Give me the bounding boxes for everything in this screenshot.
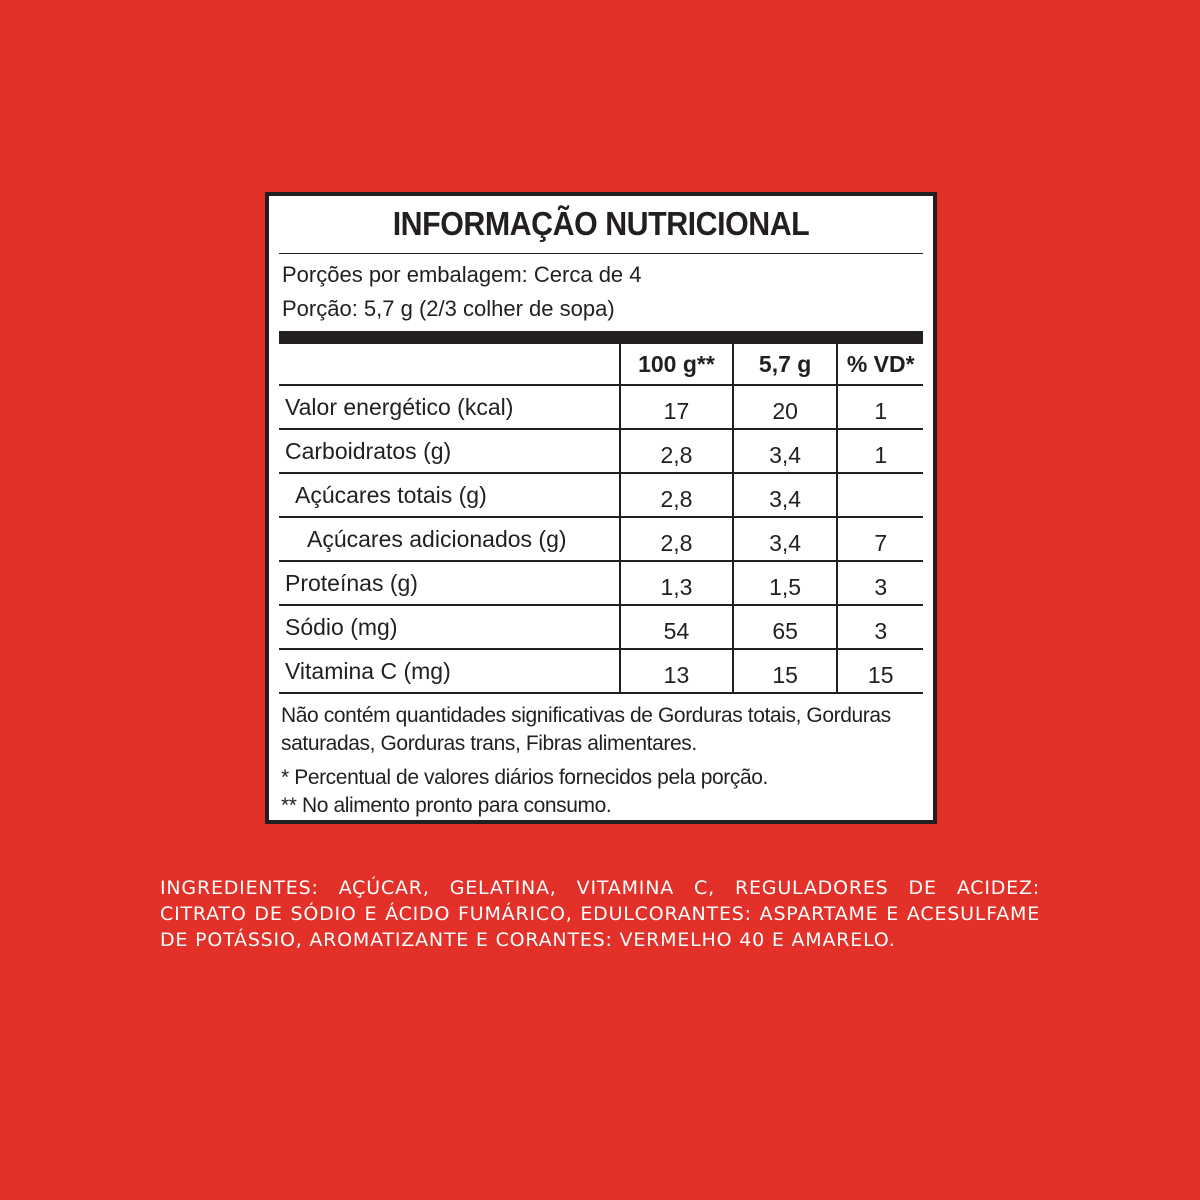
table-header-row	[279, 344, 923, 385]
value-per-serving: 15	[733, 649, 838, 693]
nutrition-table-body	[279, 344, 923, 693]
daily-value-percent: 3	[837, 561, 923, 605]
daily-value-percent: 1	[837, 429, 923, 473]
nutrition-facts-label	[265, 192, 937, 824]
value-per-serving: 3,4	[733, 473, 838, 517]
value-per-100g: 1,3	[620, 561, 733, 605]
not-significant-note: Não contém quantidades significativas de Gorduras totais, Gorduras saturadas, Gorduras trans, Fibras alimentares.	[281, 704, 891, 755]
table-row	[279, 429, 923, 473]
column-header-per-100g: 100 g**	[620, 344, 733, 385]
nutrient-name: Carboidratos (g)	[279, 429, 620, 473]
daily-value-percent: 15	[837, 649, 923, 693]
nutrient-name: Sódio (mg)	[279, 605, 620, 649]
nutrient-name: Açúcares adicionados (g)	[279, 517, 620, 561]
daily-value-percent: 3	[837, 605, 923, 649]
value-per-100g: 17	[620, 385, 733, 429]
table-row	[279, 561, 923, 605]
servings-per-package: Porções por embalagem: Cerca de 4	[282, 262, 642, 288]
nutrient-name: Açúcares totais (g)	[279, 473, 620, 517]
value-per-serving: 3,4	[733, 517, 838, 561]
nutrient-name: Vitamina C (mg)	[279, 649, 620, 693]
value-per-serving: 20	[733, 385, 838, 429]
table-row	[279, 385, 923, 429]
table-row	[279, 649, 923, 693]
column-header-nutrient	[279, 344, 620, 385]
value-per-100g: 2,8	[620, 517, 733, 561]
nutrition-facts-panel	[269, 196, 933, 820]
label-title: INFORMAÇÃO NUTRICIONAL	[392, 205, 810, 243]
serving-size: Porção: 5,7 g (2/3 colher de sopa)	[282, 296, 615, 322]
thick-divider	[279, 331, 923, 344]
value-per-100g: 54	[620, 605, 733, 649]
value-per-serving: 1,5	[733, 561, 838, 605]
nutrition-table	[279, 344, 923, 694]
value-per-serving: 65	[733, 605, 838, 649]
value-per-serving: 3,4	[733, 429, 838, 473]
daily-value-percent: 1	[837, 385, 923, 429]
value-per-100g: 2,8	[620, 429, 733, 473]
label-notes	[279, 694, 923, 820]
table-row	[279, 473, 923, 517]
value-per-100g: 13	[620, 649, 733, 693]
ingredients-text: INGREDIENTES: AÇÚCAR, GELATINA, VITAMINA C, REGULADORES DE ACIDEZ: CITRATO DE SÓDIO E ÁCIDO FUMÁRICO, EDULCORANTES: ASPARTAME E ACESULFAME DE POTÁSSIO, AROMATIZANTE E CORANTES: VERMELHO 40 E AMARELO.	[160, 877, 1040, 951]
footnote-ready-to-eat: ** No alimento pronto para consumo.	[281, 794, 612, 817]
footnote-daily-value: * Percentual de valores diários fornecidos pela porção.	[281, 766, 768, 789]
serving-info	[279, 254, 923, 331]
daily-value-percent: 7	[837, 517, 923, 561]
column-header-per-serving: 5,7 g	[733, 344, 838, 385]
daily-value-percent	[837, 473, 923, 517]
nutrient-name: Valor energético (kcal)	[279, 385, 620, 429]
table-row	[279, 517, 923, 561]
nutrient-name: Proteínas (g)	[279, 561, 620, 605]
column-header-daily-value: % VD*	[837, 344, 923, 385]
value-per-100g: 2,8	[620, 473, 733, 517]
table-row	[279, 605, 923, 649]
